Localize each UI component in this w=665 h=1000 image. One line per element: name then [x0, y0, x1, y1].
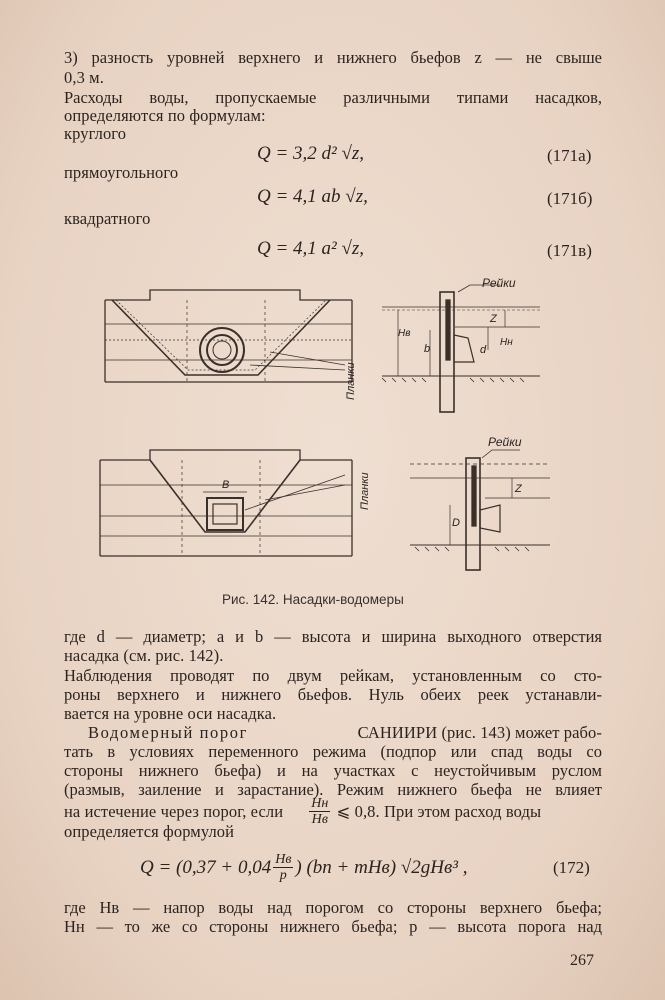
label-D: D: [452, 517, 460, 529]
fraction-num: Hв: [275, 852, 292, 867]
label-reiki-2: Рейки: [488, 435, 522, 449]
round-nozzle-section-view: [382, 276, 540, 412]
equation-number: (171в): [547, 241, 592, 260]
text-line: Hн — то же со стороны нижнего бьефа; p — высота порога над: [64, 917, 602, 936]
text-line: тать в условиях переменного режима (подпор или спад воды со: [64, 742, 602, 761]
formula-171a: Q = 3,2 d² √z,: [257, 143, 365, 164]
text-line: роны верхнего и нижнего бьефов. Нуль обеих реек устанавли-: [64, 685, 602, 704]
text-line: определяются по формулам:: [64, 106, 266, 125]
text-span: на истечение через порог, если: [64, 801, 284, 821]
label-B: B: [222, 479, 230, 491]
label-planki-2: Планки: [359, 472, 371, 510]
text-line: Наблюдения проводят по двум рейкам, установленным со сто-: [64, 666, 602, 685]
text-line: Расходы воды, пропускаемые различными типами насадков,: [64, 88, 602, 107]
square-nozzle-front-view: [100, 450, 371, 556]
fraction-num: Hн: [311, 796, 329, 811]
text-line: (размыв, заиление и зарастание). Режим нижнего бьефа не влияет: [64, 780, 602, 799]
round-nozzle-front-view: [105, 290, 357, 400]
text-line: определяется формулой: [64, 822, 235, 841]
equation-number: (171а): [547, 146, 592, 165]
text-line: 3) разность уровней верхнего и нижнего бьефов z — не свыше: [64, 48, 602, 67]
formula-172: [140, 852, 467, 883]
fraction-den: Hв: [311, 812, 329, 827]
fraction-hn-hv: [309, 796, 330, 827]
text-line: квадратного: [64, 209, 151, 228]
text-line: [88, 723, 602, 743]
label-hn: Hн: [500, 337, 513, 348]
fraction-hv-p: [273, 852, 293, 883]
label-z-2: Z: [515, 483, 522, 495]
formula-part: ) (bп + mHв) √2gHв³ ,: [295, 856, 468, 878]
formula-part: Q = (0,37 + 0,04: [140, 856, 272, 878]
text-line: прямоугольного: [64, 163, 179, 182]
fraction-den: p: [279, 868, 287, 883]
square-nozzle-section-view: [410, 435, 550, 570]
spaced-term: Водомерный порог: [88, 723, 248, 742]
figure-142: [0, 270, 665, 600]
label-reiki-1: Рейки: [482, 276, 516, 290]
label-z: Z: [490, 313, 497, 325]
page-number: 267: [570, 952, 594, 969]
formula-171b: Q = 4,1 ab √z,: [257, 186, 368, 207]
text-line: круглого: [64, 124, 127, 143]
formula-171v: Q = 4,1 a² √z,: [257, 238, 365, 259]
text-line: насадка (см. рис. 142).: [64, 646, 224, 665]
text-line: стороны нижнего бьефа) и на участках с неустойчивым руслом: [64, 761, 602, 780]
text-line: где d — диаметр; a и b — высота и ширина выходного отверстия: [64, 627, 602, 646]
label-hv: Hв: [398, 328, 411, 339]
text-line: где Hв — напор воды над порогом со стороны верхнего бьефа;: [64, 898, 602, 917]
text-span: ⩽ 0,8. При этом расход воды: [336, 801, 542, 821]
label-planki-1: Планки: [345, 362, 357, 400]
equation-number: (171б): [547, 189, 593, 208]
label-b: b: [424, 343, 431, 355]
text-span: САНИИРИ (рис. 143) может рабо-: [357, 723, 602, 742]
equation-number: (172): [553, 858, 590, 877]
text-line: 0,3 м.: [64, 68, 104, 87]
figure-caption: Рис. 142. Насадки-водомеры: [222, 592, 404, 607]
text-line: вается на уровне оси насадка.: [64, 704, 277, 723]
label-d: d: [480, 344, 487, 356]
